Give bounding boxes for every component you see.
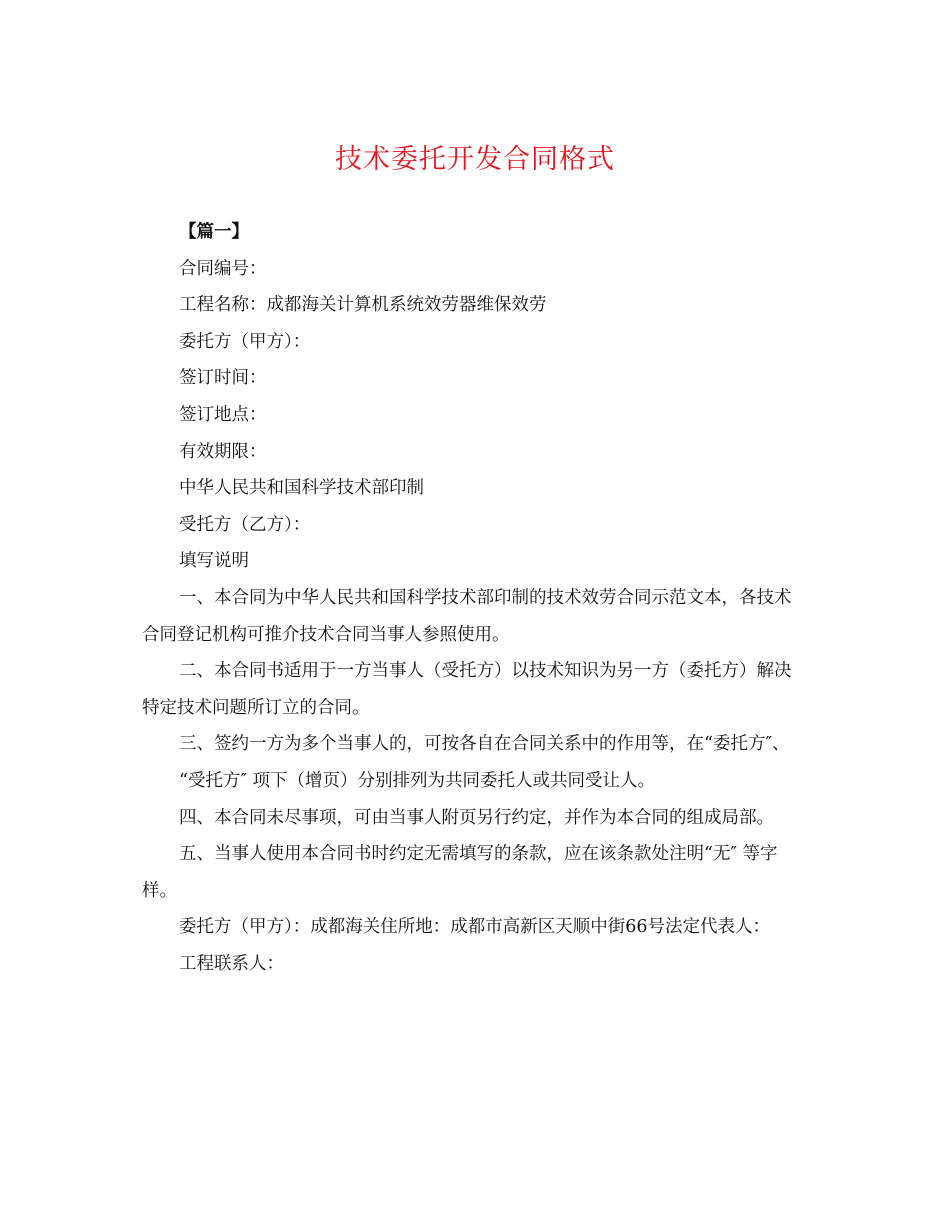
instruction-3: 三、签约一方为多个当事人的，可按各自在合同关系中的作用等，在“委托方″、 (179, 734, 790, 755)
project-name-line: 工程名称：成都海关计算机系统效劳器维保效劳 (179, 295, 547, 316)
contract-number-line: 合同编号： (179, 258, 267, 279)
project-contact-line: 工程联系人： (179, 953, 284, 974)
client-party-line: 委托方（甲方）： (179, 331, 311, 352)
signing-time-line: 签订时间： (179, 368, 267, 389)
instructions-heading: 填写说明 (179, 551, 249, 572)
instruction-3-continued: “受托方″ 项下（增页）分别排列为共同委托人或共同受让人。 (179, 770, 656, 791)
instruction-1: 一、本合同为中华人民共和国科学技术部印制的技术效劳合同示范文本，各技术合同登记机构可推介技术合同当事人参照使用。 (142, 587, 792, 645)
instruction-4: 四、本合同未尽事项，可由当事人附页另行约定，并作为本合同的组成局部。 (179, 807, 774, 828)
section-heading: 【篇一】 (179, 222, 249, 242)
document-body (142, 214, 807, 982)
signing-place-line: 签订地点： (179, 404, 267, 425)
client-details-line: 委托方（甲方）：成都海关住所地：成都市高新区天顺中街66号法定代表人： (179, 917, 771, 938)
instruction-5: 五、当事人使用本合同书时约定无需填写的条款，应在该条款处注明“无″ 等字样。 (142, 844, 778, 901)
instruction-2: 二、本合同书适用于一方当事人（受托方）以技术知识为另一方（委托方）解决特定技术问题所订立的合同。 (142, 661, 792, 718)
contractor-party-line: 受托方（乙方）： (179, 514, 311, 535)
validity-period-line: 有效期限： (179, 441, 267, 462)
printed-by-line: 中华人民共和国科学技术部印制 (179, 478, 424, 499)
document-title: 技术委托开发合同格式 (335, 144, 615, 175)
